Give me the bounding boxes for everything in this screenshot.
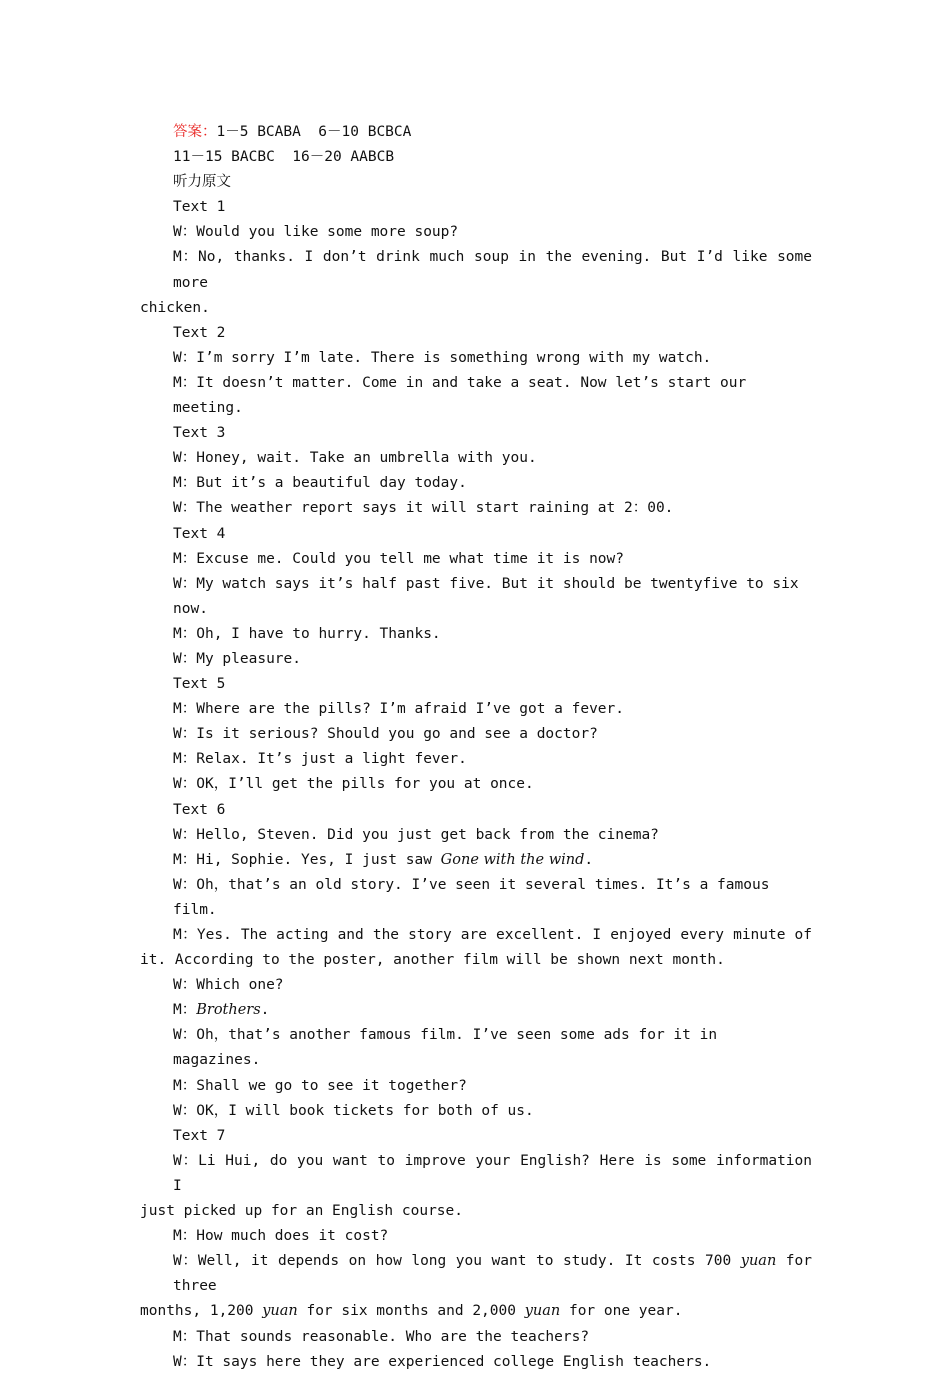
currency-word: yuan	[740, 1253, 777, 1270]
film-title: Brothers	[196, 1002, 261, 1019]
dialogue-line: W：Honey, wait. Take an umbrella with you.	[173, 450, 537, 467]
answer-line-2: 11－15 BACBC 16－20 AABCB	[173, 149, 395, 166]
dialogue-line: W：My pleasure.	[173, 650, 301, 667]
dialogue-text: M：	[173, 1002, 197, 1019]
answer-label: 答案：	[173, 124, 217, 140]
text-3-title: Text 3	[173, 425, 226, 442]
dialogue-line-continued: chicken.	[140, 299, 210, 316]
dialogue-line: W：My watch says it’s half past five. But it should be twentyfive to six now.	[173, 575, 808, 617]
dialogue-line: W：I’m sorry I’m late. There is something wrong with my watch.	[173, 349, 712, 366]
dialogue-line: W：Which one?	[173, 977, 284, 994]
document-body	[140, 120, 821, 1375]
dialogue-line: W：Hello, Steven. Did you just get back from the cinema?	[173, 826, 659, 843]
answer-key-1: 1－5 BCABA 6－10 BCBCA	[216, 124, 412, 140]
dialogue-line: M：Oh, I have to hurry. Thanks.	[173, 625, 441, 642]
dialogue-line	[140, 848, 812, 873]
dialogue-line: W：The weather report says it will start raining at 2：00.	[173, 500, 674, 517]
dialogue-line: W：Li Hui, do you want to improve your English? Here is some information I	[173, 1152, 821, 1194]
dialogue-line-continued	[140, 1299, 812, 1324]
currency-word: yuan	[262, 1303, 298, 1320]
dialogue-line: M：But it’s a beautiful day today.	[173, 475, 467, 492]
text-7-title: Text 7	[173, 1127, 226, 1144]
dialogue-line-continued: it. According to the poster, another film will be shown next month.	[140, 952, 725, 969]
dialogue-line: M：Shall we go to see it together?	[173, 1077, 467, 1094]
dialogue-line: W：Would you like some more soup?	[173, 224, 459, 241]
transcript-heading: 听力原文	[173, 174, 231, 191]
dialogue-text: .	[584, 851, 594, 868]
dialogue-line: M：Yes. The acting and the story are excellent. I enjoyed every minute of	[173, 927, 812, 943]
dialogue-text: for six months and 2,000	[297, 1303, 525, 1320]
dialogue-line	[140, 998, 812, 1023]
dialogue-text: W：Well, it depends on how long you want to study. It costs 700	[173, 1253, 741, 1270]
text-5-title: Text 5	[173, 676, 226, 693]
dialogue-text: for one year.	[560, 1303, 683, 1320]
text-6-title: Text 6	[173, 801, 226, 818]
text-4-title: Text 4	[173, 525, 226, 542]
dialogue-line: M：Where are the pills? I’m afraid I’ve got a fever.	[173, 701, 624, 718]
dialogue-line: W：Oh，that’s an old story. I’ve seen it several times. It’s a famous film.	[173, 876, 779, 918]
dialogue-line: M：That sounds reasonable. Who are the teachers?	[173, 1328, 590, 1345]
dialogue-line: W：Is it serious? Should you go and see a doctor?	[173, 726, 598, 743]
dialogue-line: M：Relax. It’s just a light fever.	[173, 751, 467, 768]
dialogue-line	[140, 1249, 821, 1299]
dialogue-line: W：Oh，that’s another famous film. I’ve seen some ads for it in magazines.	[173, 1027, 726, 1069]
dialogue-text: for three	[173, 1253, 821, 1295]
dialogue-line: M：No, thanks. I don’t drink much soup in the evening. But I’d like some more	[173, 249, 821, 291]
dialogue-line: M：It doesn’t matter. Come in and take a seat. Now let’s start our meeting.	[173, 374, 755, 417]
film-title: Gone with the wind	[440, 851, 585, 868]
answer-line-1	[140, 120, 812, 145]
dialogue-line: W：OK，I’ll get the pills for you at once.	[173, 776, 534, 793]
text-1-title: Text 1	[173, 199, 226, 216]
currency-word: yuan	[524, 1303, 561, 1320]
dialogue-line: M：How much does it cost?	[173, 1228, 389, 1245]
dialogue-line: W：It says here they are experienced college English teachers.	[173, 1353, 712, 1370]
dialogue-text: M：Hi, Sophie. Yes, I just saw	[173, 851, 441, 868]
text-2-title: Text 2	[173, 324, 226, 341]
dialogue-line: M：Excuse me. Could you tell me what time it is now?	[173, 550, 624, 567]
dialogue-line: W：OK，I will book tickets for both of us.	[173, 1102, 534, 1119]
dialogue-text: .	[260, 1002, 270, 1019]
dialogue-text: months, 1,200	[140, 1303, 263, 1320]
dialogue-line-continued: just picked up for an English course.	[140, 1203, 464, 1220]
